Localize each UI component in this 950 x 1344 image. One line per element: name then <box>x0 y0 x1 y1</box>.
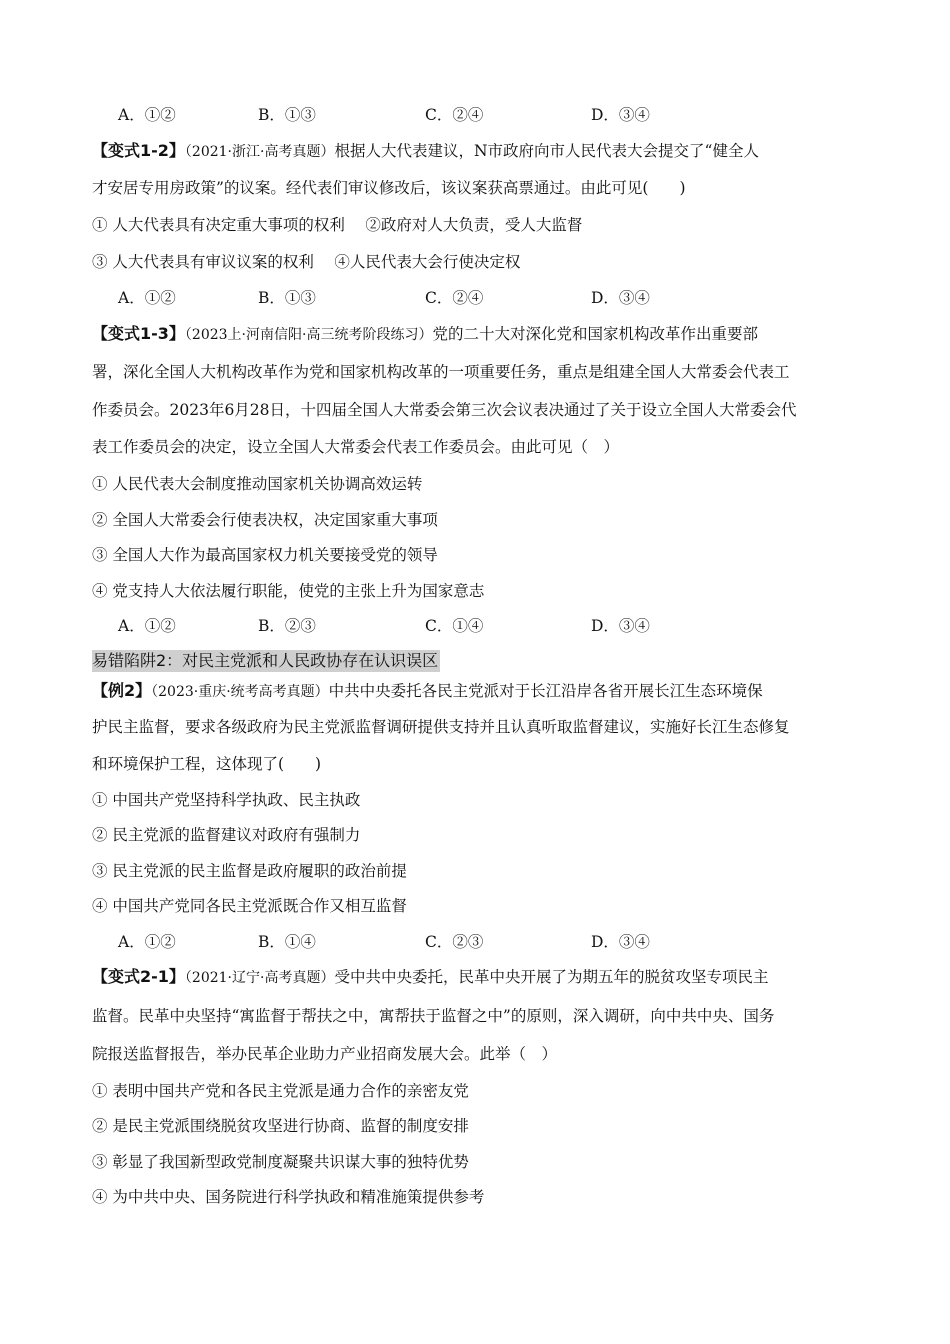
statement-line: ③ 彰显了我国新型政党制度凝聚共识谋大事的独特优势 <box>92 1153 469 1171</box>
option-c: C．②③ <box>425 933 484 951</box>
option-a: A．①② <box>118 933 176 951</box>
option-d: D．③④ <box>591 617 650 635</box>
question-source: （2021·辽宁·高考真题） <box>184 970 335 986</box>
statement-line: ① 表明中国共产党和各民主党派是通力合作的亲密友党 <box>92 1082 469 1100</box>
question-stem-line: 监督。民革中央坚持“寓监督于帮扶之中，寓帮扶于监督之中”的原则，深入调研，向中共中央、国务 <box>92 1007 775 1025</box>
question-stem-line <box>92 967 862 988</box>
option-a: A．①② <box>118 289 176 307</box>
option-d: D．③④ <box>591 289 650 307</box>
question-stem-line <box>92 141 862 162</box>
question-options <box>118 616 818 636</box>
statement-line: ③ 人大代表具有审议议案的权利 ④人民代表大会行使决定权 <box>92 253 521 271</box>
option-b: B．①④ <box>258 933 316 951</box>
question-stem-line: 和环境保护工程，这体现了( ) <box>92 755 322 773</box>
question-stem-line: 院报送监督报告，举办民革企业助力产业招商发展大会。此举（ ） <box>92 1045 558 1063</box>
option-c: C．②④ <box>425 106 484 124</box>
statement-line: ② 是民主党派围绕脱贫攻坚进行协商、监督的制度安排 <box>92 1117 469 1135</box>
question-stem-line <box>92 324 862 345</box>
question-options <box>118 288 818 308</box>
option-a: A．①② <box>118 106 176 124</box>
option-d: D．③④ <box>591 106 650 124</box>
question-stem-line: 署，深化全国人大机构改革作为党和国家机构改革的一项重要任务，重点是组建全国人大常委会代表工 <box>92 363 790 381</box>
question-options <box>118 105 818 125</box>
question-text: 受中共中央委托，民革中央开展了为期五年的脱贫攻坚专项民主 <box>334 968 769 986</box>
statement-line: ① 中国共产党坚持科学执政、民主执政 <box>92 791 361 809</box>
option-b: B．①③ <box>258 106 316 124</box>
question-stem-line: 护民主监督，要求各级政府为民主党派监督调研提供支持并且认真听取监督建议，实施好长江生态修复 <box>92 718 790 736</box>
question-stem-line <box>92 681 862 702</box>
question-label: 【变式2-1】 <box>92 967 185 986</box>
statement-line: ③ 民主党派的民主监督是政府履职的政治前提 <box>92 862 407 880</box>
question-text: 根据人大代表建议，N市政府向市人民代表大会提交了“健全人 <box>334 142 759 160</box>
option-c: C．①④ <box>425 617 484 635</box>
question-stem-line: 才安居专用房政策”的议案。经代表们审议修改后，该议案获高票通过。由此可见( ) <box>92 179 686 197</box>
question-text: 党的二十大对深化党和国家机构改革作出重要部 <box>432 325 758 343</box>
question-source: （2021·浙江·高考真题） <box>184 144 335 160</box>
question-stem-line: 作委员会。2023年6月28日，十四届全国人大常委会第三次会议表决通过了关于设立全国人大常委会代 <box>92 401 797 419</box>
section-heading: 易错陷阱2：对民主党派和人民政协存在认识误区 <box>92 651 439 670</box>
statement-line: ④ 为中共中央、国务院进行科学执政和精准施策提供参考 <box>92 1188 485 1206</box>
question-label: 【变式1-3】 <box>92 324 185 343</box>
option-d: D．③④ <box>591 933 650 951</box>
question-source: （2023上·河南信阳·高三统考阶段练习） <box>184 327 433 343</box>
question-label: 【变式1-2】 <box>92 141 185 160</box>
question-text: 中共中央委托各民主党派对于长江沿岸各省开展长江生态环境保 <box>328 682 763 700</box>
statement-line: ③ 全国人大作为最高国家权力机关要接受党的领导 <box>92 546 438 564</box>
statement-line: ④ 中国共产党同各民主党派既合作又相互监督 <box>92 897 407 915</box>
statement-line: ① 人民代表大会制度推动国家机关协调高效运转 <box>92 475 423 493</box>
question-source: （2023·重庆·统考高考真题） <box>151 684 329 700</box>
option-a: A．①② <box>118 617 176 635</box>
option-b: B．②③ <box>258 617 316 635</box>
option-c: C．②④ <box>425 289 484 307</box>
statement-line: ① 人大代表具有决定重大事项的权利 ②政府对人大负责，受人大监督 <box>92 216 583 234</box>
question-label: 【例2】 <box>92 681 152 700</box>
option-b: B．①③ <box>258 289 316 307</box>
statement-line: ② 民主党派的监督建议对政府有强制力 <box>92 826 361 844</box>
question-stem-line: 表工作委员会的决定，设立全国人大常委会代表工作委员会。由此可见（ ） <box>92 438 620 456</box>
question-options <box>118 932 818 952</box>
statement-line: ④ 党支持人大依法履行职能，使党的主张上升为国家意志 <box>92 582 485 600</box>
statement-line: ② 全国人大常委会行使表决权，决定国家重大事项 <box>92 511 438 529</box>
